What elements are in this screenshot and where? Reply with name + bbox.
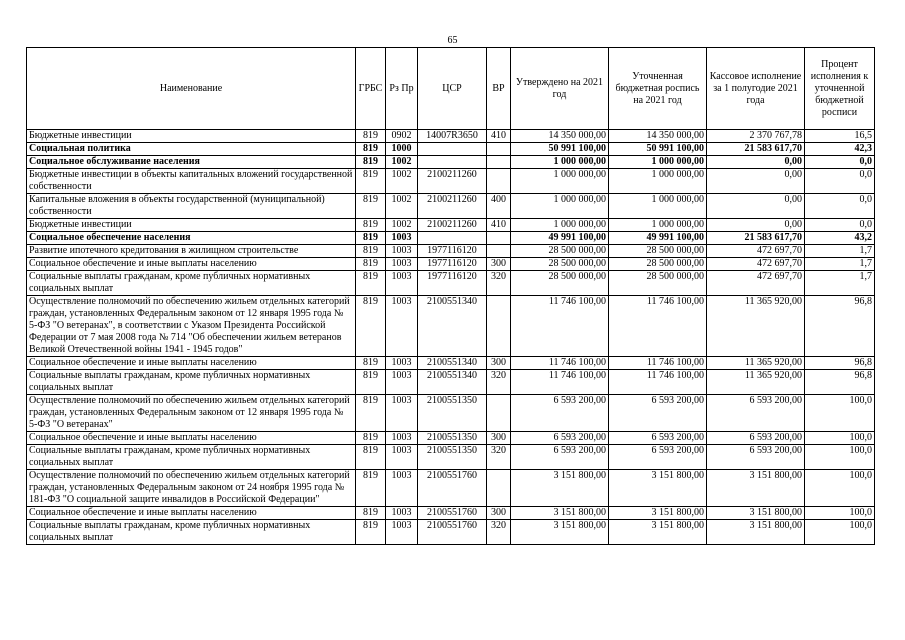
cell-csr: 2100551760 [418, 470, 487, 507]
cell-approved: 11 746 100,00 [511, 357, 609, 370]
cell-csr: 2100551760 [418, 520, 487, 545]
cell-approved: 1 000 000,00 [511, 169, 609, 194]
cell-percent: 96,8 [805, 370, 875, 395]
cell-grbs: 819 [356, 271, 386, 296]
cell-csr: 14007R3650 [418, 130, 487, 143]
cell-cash: 11 365 920,00 [707, 370, 805, 395]
cell-cash: 11 365 920,00 [707, 296, 805, 357]
cell-revised: 28 500 000,00 [609, 271, 707, 296]
cell-revised: 28 500 000,00 [609, 258, 707, 271]
table-row [27, 271, 875, 296]
cell-rzpr: 1003 [386, 296, 418, 357]
cell-vr: 320 [487, 370, 511, 395]
cell-csr [418, 143, 487, 156]
table-body [27, 130, 875, 545]
cell-rzpr: 1000 [386, 143, 418, 156]
cell-cash: 0,00 [707, 194, 805, 219]
cell-approved: 1 000 000,00 [511, 194, 609, 219]
cell-name: Социальное обеспечение и иные выплаты населению [27, 258, 356, 271]
cell-vr [487, 156, 511, 169]
cell-percent: 16,5 [805, 130, 875, 143]
cell-name: Осуществление полномочий по обеспечению жильем отдельных категорий граждан, установленных Федеральным законом от 12 января 1995 года № 5-ФЗ "О ветеранах" [27, 395, 356, 432]
cell-approved: 6 593 200,00 [511, 432, 609, 445]
cell-rzpr: 1003 [386, 370, 418, 395]
page-number: 65 [447, 35, 458, 46]
cell-approved: 3 151 800,00 [511, 507, 609, 520]
header-rzpr: Рз Пр [386, 48, 418, 130]
header-vr: ВР [487, 48, 511, 130]
cell-name: Капитальные вложения в объекты государственной (муниципальной) собственности [27, 194, 356, 219]
cell-revised: 3 151 800,00 [609, 520, 707, 545]
cell-grbs: 819 [356, 445, 386, 470]
cell-csr: 2100551350 [418, 432, 487, 445]
table-header-row [27, 48, 875, 130]
cell-cash: 3 151 800,00 [707, 520, 805, 545]
cell-revised: 49 991 100,00 [609, 232, 707, 245]
cell-vr: 320 [487, 520, 511, 545]
cell-name: Бюджетные инвестиции в объекты капитальных вложений государственной собственности [27, 169, 356, 194]
cell-grbs: 819 [356, 232, 386, 245]
cell-vr: 300 [487, 507, 511, 520]
table-row [27, 395, 875, 432]
cell-revised: 14 350 000,00 [609, 130, 707, 143]
cell-approved: 49 991 100,00 [511, 232, 609, 245]
cell-csr: 2100551350 [418, 395, 487, 432]
cell-cash: 3 151 800,00 [707, 470, 805, 507]
table-row [27, 507, 875, 520]
cell-approved: 11 746 100,00 [511, 370, 609, 395]
cell-rzpr: 1003 [386, 245, 418, 258]
cell-approved: 14 350 000,00 [511, 130, 609, 143]
cell-name: Развитие ипотечного кредитования в жилищном строительстве [27, 245, 356, 258]
cell-approved: 50 991 100,00 [511, 143, 609, 156]
cell-grbs: 819 [356, 156, 386, 169]
cell-vr: 320 [487, 271, 511, 296]
cell-rzpr: 1003 [386, 232, 418, 245]
cell-rzpr: 1003 [386, 258, 418, 271]
cell-percent: 1,7 [805, 258, 875, 271]
cell-rzpr: 1003 [386, 470, 418, 507]
cell-cash: 11 365 920,00 [707, 357, 805, 370]
cell-csr: 1977116120 [418, 258, 487, 271]
cell-revised: 1 000 000,00 [609, 156, 707, 169]
cell-rzpr: 1003 [386, 432, 418, 445]
cell-name: Социальное обеспечение и иные выплаты населению [27, 507, 356, 520]
cell-approved: 6 593 200,00 [511, 395, 609, 432]
cell-cash: 0,00 [707, 219, 805, 232]
cell-rzpr: 1002 [386, 156, 418, 169]
cell-csr [418, 156, 487, 169]
cell-vr: 410 [487, 130, 511, 143]
cell-revised: 6 593 200,00 [609, 432, 707, 445]
cell-csr: 1977116120 [418, 245, 487, 258]
cell-percent: 1,7 [805, 245, 875, 258]
cell-vr: 410 [487, 219, 511, 232]
cell-csr: 2100211260 [418, 169, 487, 194]
cell-cash: 472 697,70 [707, 271, 805, 296]
cell-vr: 400 [487, 194, 511, 219]
cell-name: Социальное обеспечение и иные выплаты населению [27, 432, 356, 445]
cell-vr: 300 [487, 432, 511, 445]
cell-percent: 0,0 [805, 169, 875, 194]
cell-approved: 28 500 000,00 [511, 271, 609, 296]
cell-grbs: 819 [356, 143, 386, 156]
cell-cash: 3 151 800,00 [707, 507, 805, 520]
table-row [27, 232, 875, 245]
table-row [27, 169, 875, 194]
cell-grbs: 819 [356, 357, 386, 370]
cell-revised: 3 151 800,00 [609, 507, 707, 520]
cell-csr [418, 232, 487, 245]
cell-grbs: 819 [356, 395, 386, 432]
cell-grbs: 819 [356, 470, 386, 507]
cell-name: Бюджетные инвестиции [27, 219, 356, 232]
header-percent: Процент исполнения к уточненной бюджетной росписи [805, 48, 875, 130]
cell-csr: 2100551340 [418, 370, 487, 395]
cell-grbs: 819 [356, 194, 386, 219]
table-row [27, 357, 875, 370]
cell-name: Социальное обеспечение населения [27, 232, 356, 245]
cell-approved: 11 746 100,00 [511, 296, 609, 357]
cell-vr [487, 169, 511, 194]
header-name: Наименование [27, 48, 356, 130]
cell-cash: 2 370 767,78 [707, 130, 805, 143]
cell-percent: 100,0 [805, 470, 875, 507]
cell-percent: 96,8 [805, 296, 875, 357]
cell-revised: 28 500 000,00 [609, 245, 707, 258]
cell-vr [487, 470, 511, 507]
cell-name: Социальные выплаты гражданам, кроме публичных нормативных социальных выплат [27, 520, 356, 545]
cell-name: Социальные выплаты гражданам, кроме публичных нормативных социальных выплат [27, 370, 356, 395]
cell-revised: 11 746 100,00 [609, 370, 707, 395]
cell-percent: 100,0 [805, 520, 875, 545]
cell-rzpr: 1002 [386, 194, 418, 219]
cell-revised: 1 000 000,00 [609, 219, 707, 232]
cell-grbs: 819 [356, 258, 386, 271]
cell-percent: 96,8 [805, 357, 875, 370]
cell-percent: 0,0 [805, 194, 875, 219]
cell-approved: 6 593 200,00 [511, 445, 609, 470]
cell-percent: 43,2 [805, 232, 875, 245]
table-row [27, 245, 875, 258]
cell-csr: 2100211260 [418, 219, 487, 232]
cell-csr: 1977116120 [418, 271, 487, 296]
cell-percent: 100,0 [805, 432, 875, 445]
cell-grbs: 819 [356, 520, 386, 545]
cell-rzpr: 1002 [386, 219, 418, 232]
cell-grbs: 819 [356, 169, 386, 194]
cell-grbs: 819 [356, 432, 386, 445]
cell-percent: 100,0 [805, 445, 875, 470]
cell-percent: 100,0 [805, 507, 875, 520]
cell-approved: 28 500 000,00 [511, 245, 609, 258]
cell-rzpr: 0902 [386, 130, 418, 143]
cell-csr: 2100551340 [418, 296, 487, 357]
cell-vr [487, 395, 511, 432]
cell-rzpr: 1002 [386, 169, 418, 194]
cell-vr [487, 232, 511, 245]
cell-rzpr: 1003 [386, 357, 418, 370]
table-row [27, 470, 875, 507]
cell-csr: 2100551760 [418, 507, 487, 520]
cell-approved: 28 500 000,00 [511, 258, 609, 271]
table-row [27, 370, 875, 395]
cell-grbs: 819 [356, 370, 386, 395]
cell-vr: 300 [487, 258, 511, 271]
table-row [27, 130, 875, 143]
cell-name: Социальная политика [27, 143, 356, 156]
cell-approved: 1 000 000,00 [511, 219, 609, 232]
cell-csr: 2100551350 [418, 445, 487, 470]
cell-revised: 3 151 800,00 [609, 470, 707, 507]
header-grbs: ГРБС [356, 48, 386, 130]
cell-name: Социальные выплаты гражданам, кроме публичных нормативных социальных выплат [27, 445, 356, 470]
header-cash: Кассовое исполнение за 1 полугодие 2021 года [707, 48, 805, 130]
table-row [27, 520, 875, 545]
header-approved: Утверждено на 2021 год [511, 48, 609, 130]
cell-cash: 6 593 200,00 [707, 395, 805, 432]
cell-revised: 11 746 100,00 [609, 357, 707, 370]
cell-rzpr: 1003 [386, 395, 418, 432]
cell-name: Социальные выплаты гражданам, кроме публичных нормативных социальных выплат [27, 271, 356, 296]
cell-cash: 0,00 [707, 169, 805, 194]
cell-grbs: 819 [356, 296, 386, 357]
table-row [27, 432, 875, 445]
cell-revised: 1 000 000,00 [609, 169, 707, 194]
header-csr: ЦСР [418, 48, 487, 130]
cell-name: Социальное обеспечение и иные выплаты населению [27, 357, 356, 370]
table-row [27, 445, 875, 470]
table-row [27, 156, 875, 169]
cell-percent: 0,0 [805, 156, 875, 169]
cell-cash: 6 593 200,00 [707, 432, 805, 445]
cell-percent: 42,3 [805, 143, 875, 156]
cell-rzpr: 1003 [386, 520, 418, 545]
cell-percent: 0,0 [805, 219, 875, 232]
budget-table [26, 47, 875, 545]
table-row [27, 194, 875, 219]
table-row [27, 143, 875, 156]
cell-vr: 320 [487, 445, 511, 470]
cell-cash: 21 583 617,70 [707, 143, 805, 156]
cell-approved: 3 151 800,00 [511, 470, 609, 507]
table-row [27, 258, 875, 271]
cell-vr [487, 245, 511, 258]
cell-grbs: 819 [356, 219, 386, 232]
cell-vr: 300 [487, 357, 511, 370]
cell-csr: 2100211260 [418, 194, 487, 219]
table-row [27, 296, 875, 357]
cell-revised: 6 593 200,00 [609, 445, 707, 470]
cell-cash: 472 697,70 [707, 258, 805, 271]
cell-revised: 1 000 000,00 [609, 194, 707, 219]
cell-vr [487, 143, 511, 156]
cell-rzpr: 1003 [386, 271, 418, 296]
cell-name: Осуществление полномочий по обеспечению жильем отдельных категорий граждан, установленных Федеральным законом от 24 ноября 1995 года № 181-ФЗ "О социальной защите инвалидов в Российской Федерации" [27, 470, 356, 507]
cell-cash: 472 697,70 [707, 245, 805, 258]
cell-cash: 6 593 200,00 [707, 445, 805, 470]
cell-approved: 3 151 800,00 [511, 520, 609, 545]
cell-grbs: 819 [356, 245, 386, 258]
cell-percent: 100,0 [805, 395, 875, 432]
cell-name: Осуществление полномочий по обеспечению жильем отдельных категорий граждан, установленных Федеральным законом от 12 января 1995 года № 5-ФЗ "О ветеранах", в соответствии с Указом Президента Российской Федерации от 7 мая 2008 года № 714 "Об обеспечении жильем ветеранов Великой Отечественной войны 1941 - 1945 годов" [27, 296, 356, 357]
header-revised: Уточненная бюджетная роспись на 2021 год [609, 48, 707, 130]
cell-cash: 21 583 617,70 [707, 232, 805, 245]
cell-grbs: 819 [356, 130, 386, 143]
cell-revised: 11 746 100,00 [609, 296, 707, 357]
cell-revised: 6 593 200,00 [609, 395, 707, 432]
cell-approved: 1 000 000,00 [511, 156, 609, 169]
cell-csr: 2100551340 [418, 357, 487, 370]
cell-rzpr: 1003 [386, 445, 418, 470]
cell-name: Социальное обслуживание населения [27, 156, 356, 169]
table-row [27, 219, 875, 232]
cell-name: Бюджетные инвестиции [27, 130, 356, 143]
cell-grbs: 819 [356, 507, 386, 520]
cell-rzpr: 1003 [386, 507, 418, 520]
cell-vr [487, 296, 511, 357]
cell-percent: 1,7 [805, 271, 875, 296]
cell-cash: 0,00 [707, 156, 805, 169]
cell-revised: 50 991 100,00 [609, 143, 707, 156]
